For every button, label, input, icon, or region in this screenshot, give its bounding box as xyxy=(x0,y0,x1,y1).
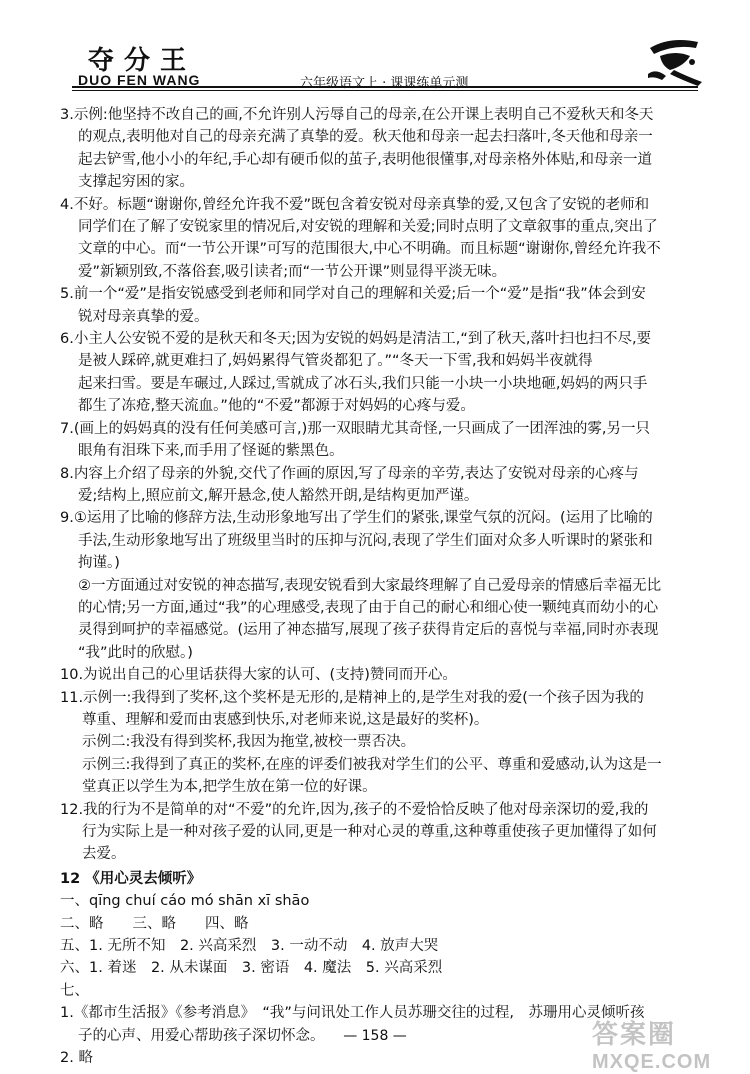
header-divider xyxy=(72,86,698,88)
text-line: 都生了冻疮,整天流血。”他的“不爱”都源于对妈妈的心疼与爱。 xyxy=(78,398,475,415)
text-line: 12.我的行为不是简单的对“不爱”的允许,因为,孩子的不爱恰恰反映了他对母亲深切的爱,我的 xyxy=(60,801,649,818)
text-line: 5.前一个“爱”是指安锐感受到老师和同学对自己的理解和关爱;后一个“爱”是指“我”体会到安 xyxy=(60,286,646,303)
answer-content xyxy=(60,104,710,1069)
text-line: 的观点,表明他对自己的母亲充满了真挚的爱。秋天他和母亲一起去扫落叶,冬天他和母亲一 xyxy=(78,129,653,146)
text-line: 示例二:我没有得到奖杯,我因为拖堂,被校一票否决。 xyxy=(82,734,416,751)
text-line: 堂真正以学生为本,把学生放在第一位的好课。 xyxy=(82,779,377,796)
text-line: 支撑起穷困的家。 xyxy=(78,174,194,191)
page-header xyxy=(0,0,750,100)
text-line: 五、1. 无所不知 2. 兴高采烈 3. 一动不动 4. 放声大哭 xyxy=(60,938,439,955)
text-line: 的心情;另一方面,通过“我”的心理感受,表现了由于自己的耐心和细心使一颗纯真而幼小的心 xyxy=(78,599,659,616)
text-line: 2. 略 xyxy=(60,1050,93,1067)
text-line: 10.为说出自己的心里话获得大家的认可、(支持)赞同而开心。 xyxy=(60,667,457,684)
text-line: 起来扫雪。要是车碾过,人踩过,雪就成了冰石头,我们只能一小块一小块地砸,妈妈的两只手 xyxy=(78,375,648,392)
text-line: 二、略 三、略 四、略 xyxy=(60,915,249,932)
text-line: 示例三:我得到了真正的奖杯,在座的评委们被我对学生们的公平、尊重和爱感动,认为这是一 xyxy=(82,756,662,773)
text-line: 4.不好。标题“谢谢你,曾经允许我不爱”既包含着安锐对母亲真挚的爱,又包含了安锐的老师和 xyxy=(60,196,650,213)
text-line: 是被人踩碎,就更难扫了,妈妈累得气管炎都犯了。”“冬天一下雪,我和妈妈半夜就得 xyxy=(78,353,593,370)
text-line: ②一方面通过对安锐的神态描写,表现安锐看到大家最终理解了自己爱母亲的情感后幸福无比 xyxy=(78,577,662,594)
text-line: 锐对母亲真挚的爱。 xyxy=(78,308,209,325)
text-line: 爱;结构上,照应前文,解开悬念,使人豁然开朗,是结构更加严谨。 xyxy=(78,487,479,504)
text-line: 尊重、理解和爱而由衷感到快乐,对老师来说,这是最好的奖杯)。 xyxy=(82,711,489,728)
text-line: 7.(画上的妈妈真的没有任何美感可言,)那一双眼睛尤其奇怪,一只画成了一团浑浊的雾,另一只 xyxy=(60,420,650,437)
page-number: — 158 — xyxy=(343,1028,407,1044)
text-line: 眼角有泪珠下来,而手用了怪诞的紫黑色。 xyxy=(78,443,344,460)
text-line: 9.①运用了比喻的修辞方法,生动形象地写出了学生们的紧张,课堂气氛的沉闷。(运用了比喻的 xyxy=(60,510,653,527)
watermark-text: 答案圈 xyxy=(592,1020,677,1050)
text-line: 灵得到呵护的幸福感觉。(运用了神态描写,展现了孩子获得肯定后的喜悦与幸福,同时亦表现 xyxy=(78,622,659,639)
book-subtitle: 六年级语文上 · 课课练单元测 xyxy=(300,76,469,91)
text-line: 六、1. 着迷 2. 从未谋面 3. 密语 4. 魔法 5. 兴高采烈 xyxy=(60,960,443,977)
text-line: 1.《都市生活报》《参考消息》 “我”与问讯处工作人员苏珊交往的过程, 苏珊用心灵倾听孩 xyxy=(60,1005,645,1022)
text-line: 手法,生动形象地写出了班级里当时的压抑与沉闷,表现了学生们面对众多人听课时的紧张和 xyxy=(78,532,653,549)
text-line: 爱”新颖别致,不落俗套,吸引读者;而“一节公开课”则显得平淡无味。 xyxy=(78,263,507,280)
section-title: 12 《用心灵去倾听》 xyxy=(60,870,202,887)
brush-character-logo-icon xyxy=(640,30,710,90)
text-line: 同学们在了解了安锐家里的情况后,对安锐的理解和关爱;同时点明了文章叙事的重点,突出了 xyxy=(78,219,658,236)
brand-chinese-title: 夺分王 xyxy=(88,46,197,76)
brand-english-title: DUO FEN WANG xyxy=(78,72,201,88)
text-line: 七、 xyxy=(60,982,89,999)
text-line: 8.内容上介绍了母亲的外貌,交代了作画的原因,写了母亲的辛劳,表达了安锐对母亲的心疼与 xyxy=(60,465,639,482)
text-line: 11.示例一:我得到了奖杯,这个奖杯是无形的,是精神上的,是学生对我的爱(一个孩子因为我的 xyxy=(60,689,644,706)
text-line: 拘谨。) xyxy=(78,555,120,572)
text-line: 6.小主人公安锐不爱的是秋天和冬天;因为安锐的妈妈是清洁工,“到了秋天,落叶扫也扫不尽,要 xyxy=(60,331,652,348)
watermark-url: MXQE.COM xyxy=(592,1051,712,1073)
text-line: 文章的中心。而“一节公开课”可写的范围很大,中心不明确。而且标题“谢谢你,曾经允许我不 xyxy=(78,241,661,258)
text-line: “我”此时的欣慰。) xyxy=(78,644,193,661)
text-line: 去爱。 xyxy=(82,846,126,863)
text-line: 起去铲雪,他小小的年纪,手心却有硬币似的茧子,表明他很懂事,对母亲格外体贴,和母亲一道 xyxy=(78,151,653,168)
header-divider-thin xyxy=(72,90,698,91)
text-line: 行为实际上是一种对孩子爱的认同,更是一种对心灵的尊重,这种尊重使孩子更加懂得了如何 xyxy=(82,824,657,840)
text-line: 子的心声、用爱心帮助孩子深切怀念。 xyxy=(78,1027,325,1044)
text-line: 3.示例:他坚持不改自己的画,不允许别人污辱自己的母亲,在公开课上表明自己不爱秋天和冬天 xyxy=(60,107,654,123)
text-line: 一、qīng chuí cáo mó shān xī shāo xyxy=(60,893,310,910)
site-watermark xyxy=(592,1014,742,1073)
